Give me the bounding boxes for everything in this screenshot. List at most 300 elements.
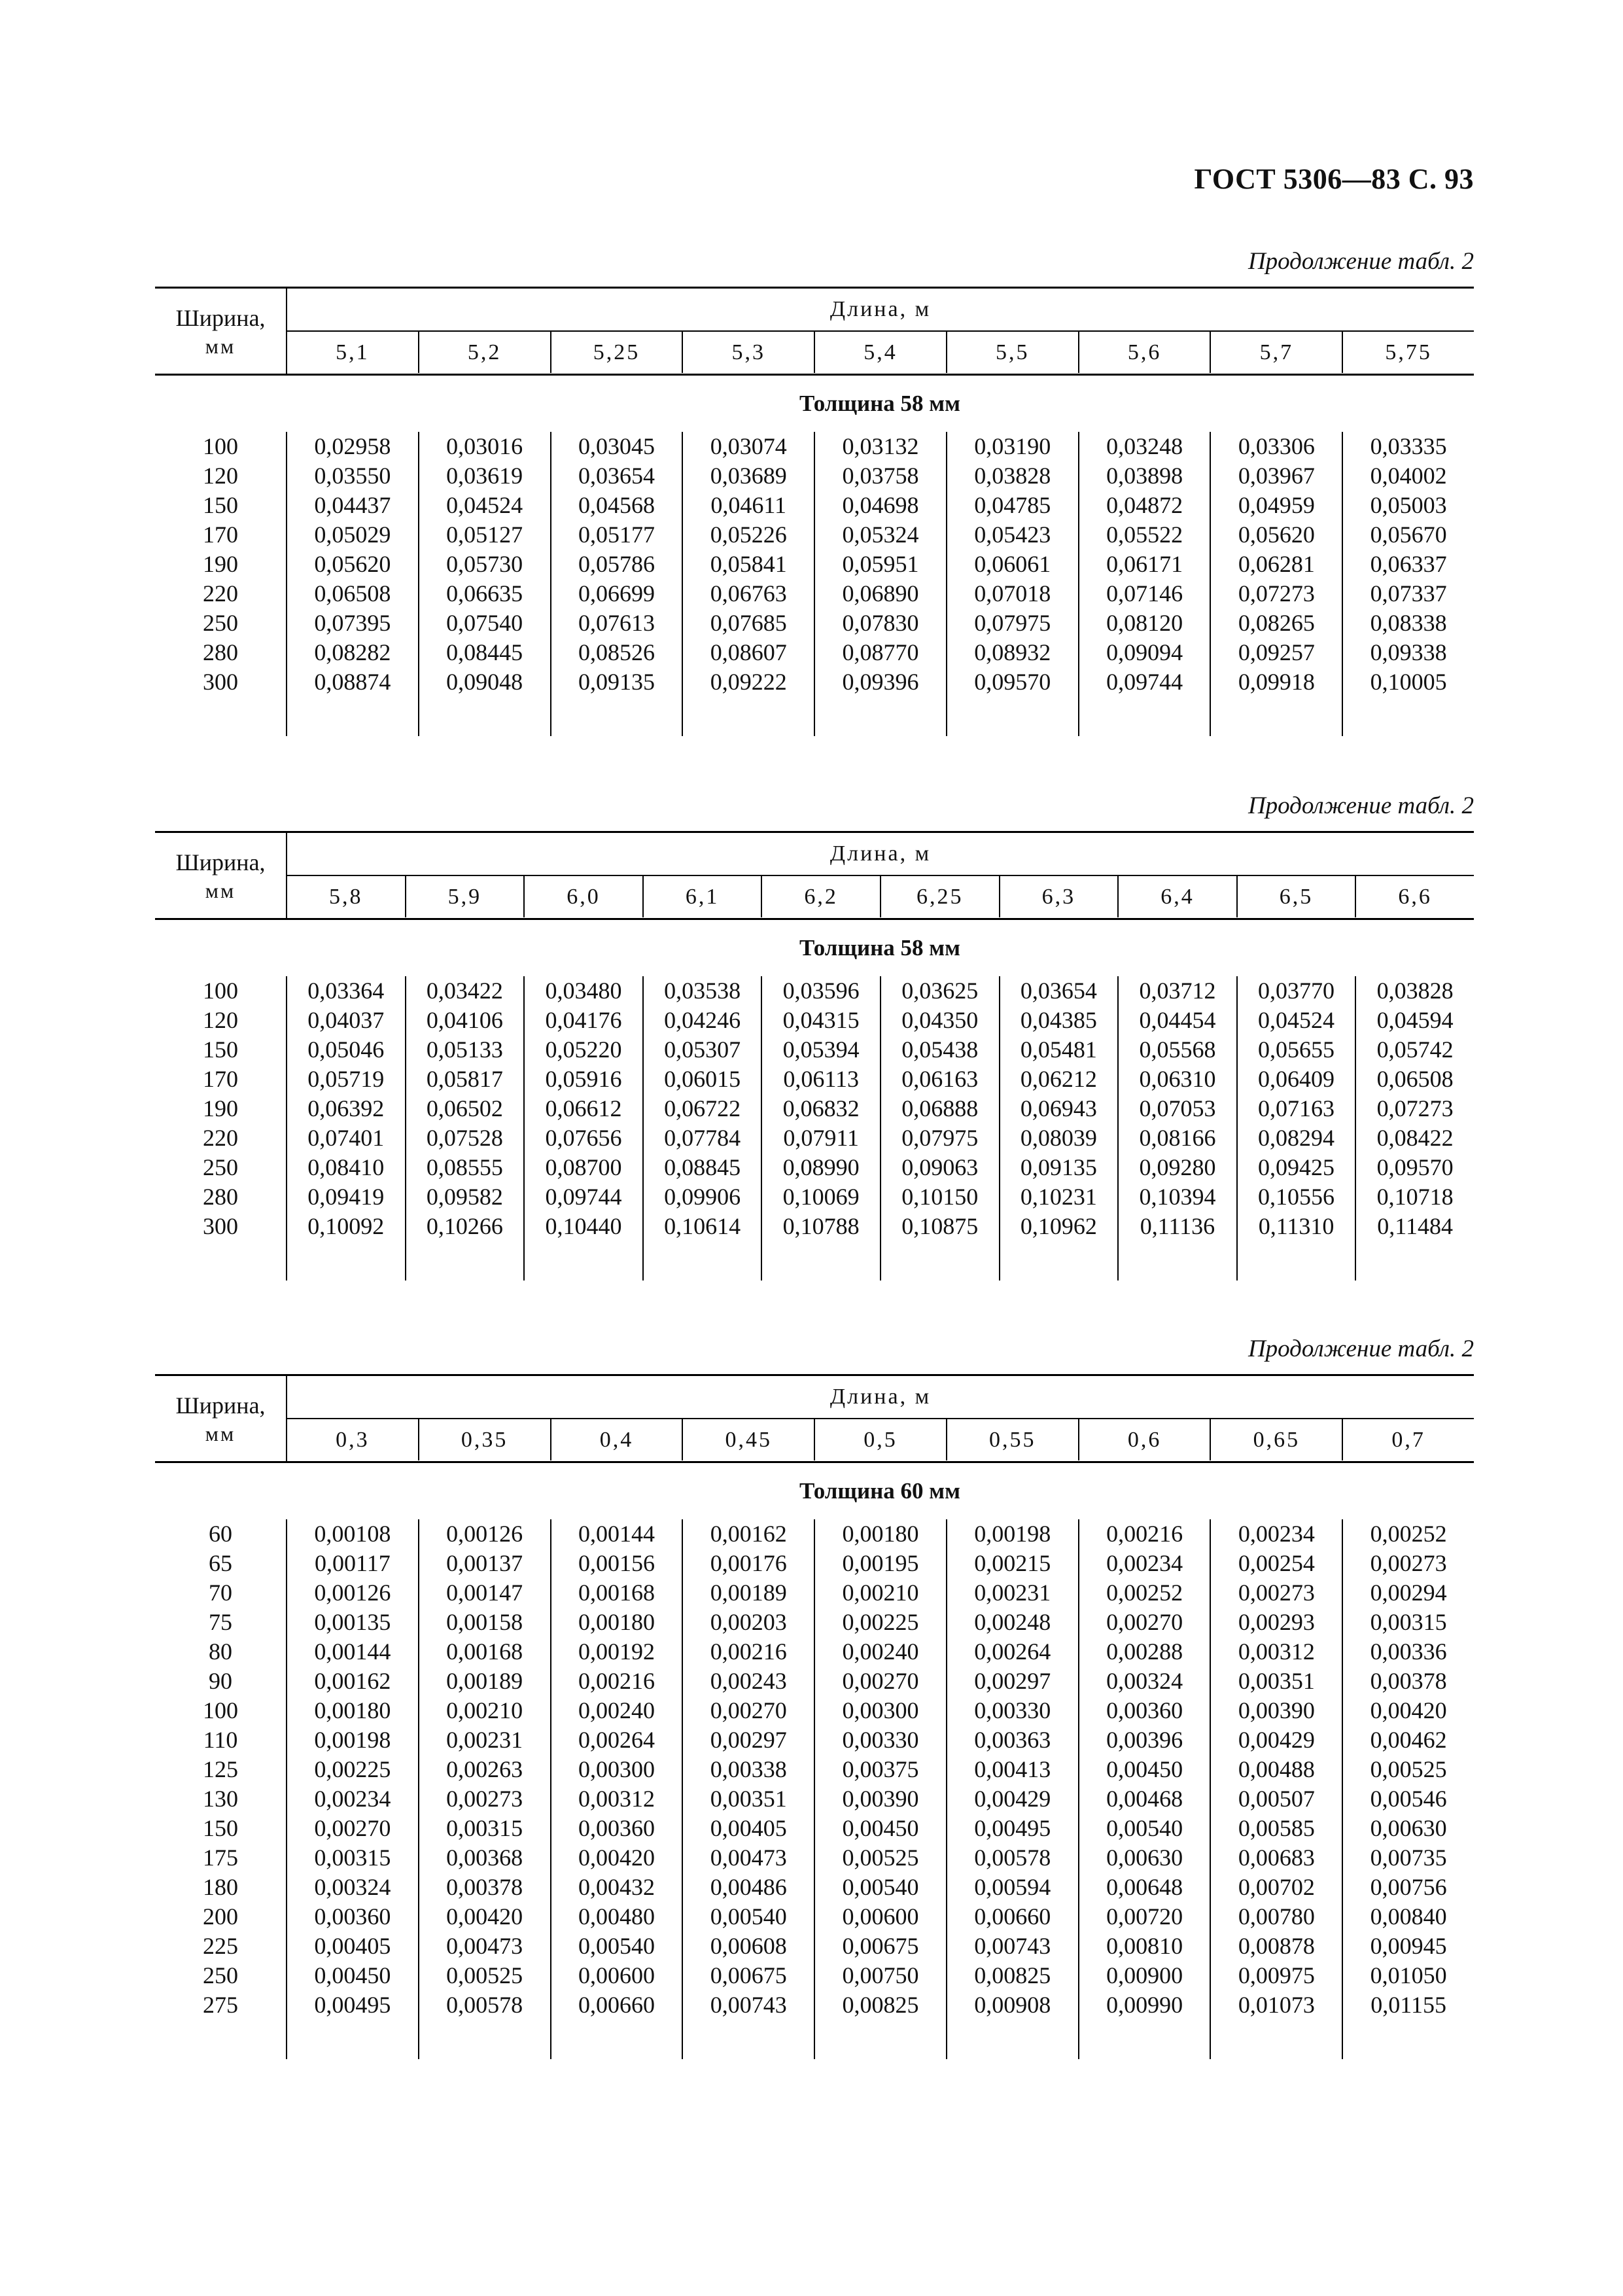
table-body	[155, 976, 1474, 1280]
length-column-header: 5,1	[336, 340, 370, 364]
table-cell: 0,00273	[1238, 1580, 1315, 1606]
table-cell: 0,00192	[578, 1638, 655, 1665]
table-cell: 0,00180	[578, 1609, 655, 1635]
table-cell: 0,00660	[578, 1992, 655, 2018]
table-cell: 0,00390	[842, 1786, 919, 1812]
data-column	[405, 976, 524, 1280]
table-cell: 0,06722	[664, 1095, 741, 1122]
table-cell: 0,00315	[1370, 1609, 1447, 1635]
table-cell: 0,00252	[1370, 1521, 1447, 1547]
length-column-header: 0,45	[682, 1419, 814, 1460]
table-cell: 0,09222	[710, 669, 787, 695]
table-cell: 0,05742	[1376, 1036, 1454, 1063]
table-cell: 0,08990	[782, 1154, 860, 1180]
data-column	[1210, 432, 1342, 736]
length-column-header: 5,7	[1210, 332, 1342, 373]
table-cell: 0,04106	[426, 1007, 503, 1033]
table-cell: 0,00210	[842, 1580, 919, 1606]
table-cell: 0,09906	[664, 1184, 741, 1210]
length-column-header: 6,3	[999, 876, 1118, 917]
table-cell: 0,00215	[974, 1550, 1051, 1576]
table-cell: 0,04350	[901, 1007, 979, 1033]
table-cell: 0,00375	[842, 1756, 919, 1782]
table-cell: 0,06392	[307, 1095, 385, 1122]
table-cell: 0,07975	[974, 610, 1051, 636]
table-cell: 0,07273	[1238, 580, 1315, 607]
width-value: 120	[203, 1007, 238, 1033]
length-column-header: 5,2	[418, 332, 550, 373]
table-cell: 0,09396	[842, 669, 919, 695]
table-cell: 0,00720	[1106, 1903, 1183, 1930]
table-cell: 0,06061	[974, 551, 1051, 577]
table-cell: 0,00450	[1106, 1756, 1183, 1782]
table-cell: 0,00360	[1106, 1697, 1183, 1723]
width-value: 180	[203, 1874, 238, 1900]
length-column-header: 6,2	[761, 876, 880, 917]
table-cell: 0,00225	[842, 1609, 919, 1635]
width-column	[155, 1519, 286, 2059]
table-cell: 0,07540	[446, 610, 523, 636]
table-cell: 0,00254	[1238, 1550, 1315, 1576]
table-cell: 0,00156	[578, 1550, 655, 1576]
table-cell: 0,10614	[664, 1213, 741, 1239]
table-cell: 0,05786	[578, 551, 655, 577]
width-value: 90	[209, 1668, 232, 1694]
width-value: 190	[203, 551, 238, 577]
table-cell: 0,00176	[710, 1550, 787, 1576]
table-cell: 0,03828	[974, 463, 1051, 489]
width-value: 120	[203, 463, 238, 489]
table-cell: 0,07146	[1106, 580, 1183, 607]
table-cell: 0,08410	[307, 1154, 385, 1180]
table-cell: 0,00198	[974, 1521, 1051, 1547]
data-column	[1078, 1519, 1210, 2059]
table-cell: 0,02958	[314, 433, 391, 459]
thickness-subtitle: Толщина 58 мм	[799, 935, 960, 961]
table-cell: 0,00525	[1370, 1756, 1447, 1782]
table-cell: 0,00630	[1370, 1815, 1447, 1841]
table-cell: 0,10092	[307, 1213, 385, 1239]
table-cell: 0,10440	[545, 1213, 622, 1239]
table-body	[155, 432, 1474, 736]
table-cell: 0,10788	[782, 1213, 860, 1239]
table-cell: 0,07911	[783, 1125, 859, 1151]
table-cell: 0,08555	[426, 1154, 503, 1180]
table-cell: 0,04594	[1376, 1007, 1454, 1033]
table-cell: 0,03538	[664, 978, 741, 1004]
length-column-header: 5,3	[682, 332, 814, 373]
width-value: 75	[209, 1609, 232, 1635]
table-cell: 0,00330	[842, 1727, 919, 1753]
table-cell: 0,05046	[307, 1036, 385, 1063]
table-cell: 0,03625	[901, 978, 979, 1004]
length-column-header: 0,4	[550, 1419, 682, 1460]
table-cell: 0,10069	[782, 1184, 860, 1210]
table-cell: 0,07685	[710, 610, 787, 636]
table-cell: 0,10962	[1020, 1213, 1097, 1239]
page-header: ГОСТ 5306—83 С. 93	[1194, 163, 1474, 195]
table-cell: 0,00660	[974, 1903, 1051, 1930]
table-cell: 0,10150	[901, 1184, 979, 1210]
table-cell: 0,00288	[1106, 1638, 1183, 1665]
table-cell: 0,05655	[1258, 1036, 1335, 1063]
table-cell: 0,00488	[1238, 1756, 1315, 1782]
table-cell: 0,00420	[578, 1845, 655, 1871]
table-cell: 0,00270	[710, 1697, 787, 1723]
table-cell: 0,00825	[974, 1962, 1051, 1988]
width-value: 250	[203, 610, 238, 636]
table-cell: 0,00495	[974, 1815, 1051, 1841]
table-cell: 0,00315	[314, 1845, 391, 1871]
table-cell: 0,00180	[842, 1521, 919, 1547]
width-value: 100	[203, 978, 238, 1004]
data-columns	[286, 976, 1474, 1280]
table-cell: 0,00675	[842, 1933, 919, 1959]
table-cell: 0,00429	[1238, 1727, 1315, 1753]
table-cell: 0,00270	[1106, 1609, 1183, 1635]
data-columns	[286, 432, 1474, 736]
table-cell: 0,00420	[1370, 1697, 1447, 1723]
table-cell: 0,00234	[1106, 1550, 1183, 1576]
table-cell: 0,05568	[1139, 1036, 1216, 1063]
table-cell: 0,00480	[578, 1903, 655, 1930]
table-cell: 0,03016	[446, 433, 523, 459]
table-cell: 0,07395	[314, 610, 391, 636]
length-column-header: 5,4	[814, 332, 946, 373]
width-value: 225	[203, 1933, 238, 1959]
table-cell: 0,10556	[1258, 1184, 1335, 1210]
table-cell: 0,00743	[710, 1992, 787, 2018]
table-cell: 0,00578	[974, 1845, 1051, 1871]
width-column	[155, 976, 286, 1280]
table-cell: 0,10394	[1139, 1184, 1216, 1210]
table-cell: 0,00462	[1370, 1727, 1447, 1753]
length-columns	[287, 876, 1474, 917]
width-column	[155, 432, 286, 736]
table-cell: 0,00945	[1370, 1933, 1447, 1959]
table-cell: 0,00594	[974, 1874, 1051, 1900]
table-cell: 0,05719	[307, 1066, 385, 1092]
table-cell: 0,00135	[314, 1609, 391, 1635]
table-cell: 0,03132	[842, 433, 919, 459]
table-cell: 0,00162	[710, 1521, 787, 1547]
table-cell: 0,04002	[1370, 463, 1447, 489]
table-cell: 0,00297	[974, 1668, 1051, 1694]
table-cell: 0,03770	[1258, 978, 1335, 1004]
table-cell: 0,00243	[710, 1668, 787, 1694]
table-cell: 0,00336	[1370, 1638, 1447, 1665]
data-column	[286, 432, 418, 736]
table-cell: 0,07656	[545, 1125, 622, 1151]
table-cell: 0,00648	[1106, 1874, 1183, 1900]
table-cell: 0,00312	[1238, 1638, 1315, 1665]
table-cell: 0,00231	[446, 1727, 523, 1753]
table-cell: 0,00300	[842, 1697, 919, 1723]
table-cell: 0,00450	[314, 1962, 391, 1988]
length-header	[286, 289, 1474, 374]
table-cell: 0,00908	[974, 1992, 1051, 2018]
table-cell: 0,08845	[664, 1154, 741, 1180]
table-cell: 0,00546	[1370, 1786, 1447, 1812]
width-value: 150	[203, 1036, 238, 1063]
length-column-header: 0,65	[1210, 1419, 1342, 1460]
table-cell: 0,04611	[710, 492, 787, 518]
table-cell: 0,07784	[664, 1125, 741, 1151]
table-cell: 0,00600	[578, 1962, 655, 1988]
table-cell: 0,00756	[1370, 1874, 1447, 1900]
table-cell: 0,00975	[1238, 1962, 1315, 1988]
table-cell: 0,00507	[1238, 1786, 1315, 1812]
table-cell: 0,07337	[1370, 580, 1447, 607]
table-cell: 0,00378	[1370, 1668, 1447, 1694]
table-cell: 0,03190	[974, 433, 1051, 459]
width-header-unit: мм	[205, 878, 236, 902]
width-value: 100	[203, 433, 238, 459]
width-value: 250	[203, 1962, 238, 1988]
table-cell: 0,00405	[314, 1933, 391, 1959]
length-column-header: 0,5	[814, 1419, 946, 1460]
table-cell: 0,00378	[446, 1874, 523, 1900]
table-cell: 0,00273	[1370, 1550, 1447, 1576]
data-column	[550, 432, 682, 736]
table-cell: 0,05817	[426, 1066, 503, 1092]
table-cell: 0,00203	[710, 1609, 787, 1635]
length-column-header: 5,9	[405, 876, 524, 917]
width-value: 80	[209, 1638, 232, 1665]
length-label: Длина, м	[287, 833, 1474, 876]
table-cell: 0,00324	[1106, 1668, 1183, 1694]
table-cell: 0,01073	[1238, 1992, 1315, 2018]
width-value: 220	[203, 580, 238, 607]
data-column	[286, 976, 405, 1280]
table-cell: 0,07830	[842, 610, 919, 636]
table-cell: 0,00363	[974, 1727, 1051, 1753]
table-cell: 0,00420	[446, 1903, 523, 1930]
data-column	[1236, 976, 1355, 1280]
table-cell: 0,00264	[578, 1727, 655, 1753]
table-cell: 0,08874	[314, 669, 391, 695]
table-cell: 0,03898	[1106, 463, 1183, 489]
table-cell: 0,06612	[545, 1095, 622, 1122]
table-cell: 0,00252	[1106, 1580, 1183, 1606]
table-cell: 0,06699	[578, 580, 655, 607]
table-header	[155, 287, 1474, 376]
width-header-unit: мм	[205, 1421, 236, 1445]
table-cell: 0,00126	[314, 1580, 391, 1606]
table-cell: 0,04872	[1106, 492, 1183, 518]
length-column-header: 5,8	[329, 884, 363, 909]
length-label: Длина, м	[287, 1376, 1474, 1419]
table-cell: 0,09918	[1238, 669, 1315, 695]
table-cell: 0,11310	[1258, 1213, 1335, 1239]
table-cell: 0,11484	[1377, 1213, 1453, 1239]
table-cell: 0,00225	[314, 1756, 391, 1782]
table-cell: 0,10266	[426, 1213, 503, 1239]
table-cell: 0,04037	[307, 1007, 385, 1033]
table-cell: 0,05951	[842, 551, 919, 577]
table-cell: 0,07401	[307, 1125, 385, 1151]
table-2	[155, 831, 1474, 1280]
width-value: 250	[203, 1154, 238, 1180]
table-cell: 0,08422	[1376, 1125, 1454, 1151]
table-cell: 0,00525	[446, 1962, 523, 1988]
table-cell: 0,00432	[578, 1874, 655, 1900]
table-cell: 0,00810	[1106, 1933, 1183, 1959]
table-cell: 0,00486	[710, 1874, 787, 1900]
table-cell: 0,05324	[842, 521, 919, 548]
table-cell: 0,00108	[314, 1521, 391, 1547]
table-cell: 0,00293	[1238, 1609, 1315, 1635]
length-columns	[287, 332, 1474, 373]
width-value: 70	[209, 1580, 232, 1606]
table-cell: 0,00525	[842, 1845, 919, 1871]
width-value: 275	[203, 1992, 238, 2018]
table-cell: 0,00450	[842, 1815, 919, 1841]
table-cell: 0,05394	[782, 1036, 860, 1063]
width-header	[155, 1376, 286, 1461]
table-cell: 0,00270	[314, 1815, 391, 1841]
width-header-label: Ширина,	[175, 1392, 266, 1419]
table-cell: 0,00195	[842, 1550, 919, 1576]
table-cell: 0,00240	[578, 1697, 655, 1723]
table-cell: 0,00702	[1238, 1874, 1315, 1900]
table-cell: 0,00273	[446, 1786, 523, 1812]
table-cell: 0,08282	[314, 639, 391, 665]
table-cell: 0,00578	[446, 1992, 523, 2018]
length-column-header: 6,1	[642, 876, 761, 917]
table-cell: 0,00368	[446, 1845, 523, 1871]
table-cell: 0,00234	[314, 1786, 391, 1812]
table-cell: 0,00315	[446, 1815, 523, 1841]
table-cell: 0,09744	[545, 1184, 622, 1210]
table-cell: 0,05220	[545, 1036, 622, 1063]
table-cell: 0,00675	[710, 1962, 787, 1988]
table-cell: 0,06502	[426, 1095, 503, 1122]
table-cell: 0,00294	[1370, 1580, 1447, 1606]
table-cell: 0,00180	[314, 1697, 391, 1723]
table-cell: 0,10875	[901, 1213, 979, 1239]
data-column	[1355, 976, 1474, 1280]
table-cell: 0,06212	[1020, 1066, 1097, 1092]
data-column	[523, 976, 642, 1280]
table-cell: 0,05133	[426, 1036, 503, 1063]
width-value: 220	[203, 1125, 238, 1151]
table-cell: 0,04385	[1020, 1007, 1097, 1033]
table-cell: 0,06888	[901, 1095, 979, 1122]
table-cell: 0,08294	[1258, 1125, 1335, 1151]
table-cell: 0,03306	[1238, 433, 1315, 459]
table-cell: 0,00168	[578, 1580, 655, 1606]
table-cell: 0,00216	[578, 1668, 655, 1694]
table-cell: 0,04959	[1238, 492, 1315, 518]
table-cell: 0,06310	[1139, 1066, 1216, 1092]
data-column	[286, 1519, 418, 2059]
data-column	[761, 976, 880, 1280]
table-cell: 0,07975	[901, 1125, 979, 1151]
table-cell: 0,00473	[446, 1933, 523, 1959]
table-cell: 0,00540	[842, 1874, 919, 1900]
length-column-header: 0,3	[336, 1427, 370, 1452]
length-columns	[287, 1419, 1474, 1460]
table-cell: 0,00683	[1238, 1845, 1315, 1871]
table-cell: 0,00189	[710, 1580, 787, 1606]
table-cell: 0,00158	[446, 1609, 523, 1635]
table-cell: 0,09135	[578, 669, 655, 695]
table-cell: 0,00429	[974, 1786, 1051, 1812]
table-cell: 0,00351	[710, 1786, 787, 1812]
table-cell: 0,08039	[1020, 1125, 1097, 1151]
table-cell: 0,05307	[664, 1036, 741, 1063]
width-value: 300	[203, 669, 238, 695]
table-cell: 0,07053	[1139, 1095, 1216, 1122]
table-cell: 0,00264	[974, 1638, 1051, 1665]
width-header	[155, 833, 286, 918]
table-cell: 0,00900	[1106, 1962, 1183, 1988]
table-cell: 0,00473	[710, 1845, 787, 1871]
table-cell: 0,03480	[545, 978, 622, 1004]
table-cell: 0,06508	[1376, 1066, 1454, 1092]
table-cell: 0,00735	[1370, 1845, 1447, 1871]
table-cell: 0,00468	[1106, 1786, 1183, 1812]
data-column	[418, 1519, 550, 2059]
table-cell: 0,03074	[710, 433, 787, 459]
table-cell: 0,09094	[1106, 639, 1183, 665]
table-caption: Продолжение табл. 2	[1248, 1335, 1474, 1362]
table-cell: 0,06635	[446, 580, 523, 607]
length-column-header: 6,5	[1236, 876, 1355, 917]
table-cell: 0,00351	[1238, 1668, 1315, 1694]
table-cell: 0,07163	[1258, 1095, 1335, 1122]
table-cell: 0,00780	[1238, 1903, 1315, 1930]
table-cell: 0,00263	[446, 1756, 523, 1782]
length-column-header: 0,35	[418, 1419, 550, 1460]
table-cell: 0,03045	[578, 433, 655, 459]
table-cell: 0,05841	[710, 551, 787, 577]
width-value: 280	[203, 639, 238, 665]
table-cell: 0,09280	[1139, 1154, 1216, 1180]
table-cell: 0,09744	[1106, 669, 1183, 695]
data-column	[1117, 976, 1236, 1280]
table-cell: 0,00825	[842, 1992, 919, 2018]
table-cell: 0,00240	[842, 1638, 919, 1665]
data-column	[1342, 432, 1474, 736]
length-column-header: 6,4	[1117, 876, 1236, 917]
table-cell: 0,00495	[314, 1992, 391, 2018]
data-column	[1210, 1519, 1342, 2059]
table-header	[155, 1374, 1474, 1463]
table-cell: 0,09570	[974, 669, 1051, 695]
table-cell: 0,08166	[1139, 1125, 1216, 1151]
table-cell: 0,00608	[710, 1933, 787, 1959]
table-cell: 0,00540	[1106, 1815, 1183, 1841]
length-column-header: 5,75	[1342, 332, 1474, 373]
table-cell: 0,06832	[782, 1095, 860, 1122]
table-cell: 0,00990	[1106, 1992, 1183, 2018]
table-cell: 0,05620	[314, 551, 391, 577]
table-cell: 0,03248	[1106, 433, 1183, 459]
width-value: 200	[203, 1903, 238, 1930]
table-cell: 0,03758	[842, 463, 919, 489]
table-cell: 0,09135	[1020, 1154, 1097, 1180]
table-cell: 0,05522	[1106, 521, 1183, 548]
table-cell: 0,00117	[315, 1550, 391, 1576]
table-cell: 0,00147	[446, 1580, 523, 1606]
table-cell: 0,00743	[974, 1933, 1051, 1959]
table-cell: 0,03654	[578, 463, 655, 489]
table-body	[155, 1519, 1474, 2059]
data-column	[814, 1519, 946, 2059]
table-cell: 0,00198	[314, 1727, 391, 1753]
